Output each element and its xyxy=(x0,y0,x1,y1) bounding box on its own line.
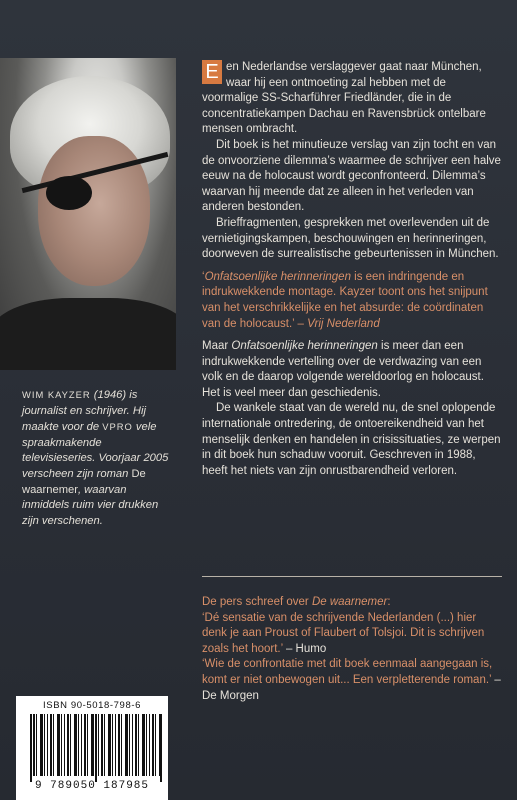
blurb-paragraph-1 xyxy=(202,60,502,138)
press-intro xyxy=(202,595,502,611)
review-quote-source: Vrij Nederland xyxy=(307,317,380,330)
press-intro-text: De pers schreef over xyxy=(202,596,312,608)
author-face xyxy=(38,136,150,286)
press-quote-1 xyxy=(202,611,502,658)
review-quote-text: is een indringende en indrukwekkende montage. Kayzer toont ons het snijpunt van het verschrikkelijke en het absurde: de coördinaten van de holocaust.’ – xyxy=(202,270,488,330)
blurb-paragraph-4-start: Maar xyxy=(202,340,232,353)
barcode-digits: 9 789050 187985 xyxy=(34,780,150,792)
author-photo xyxy=(0,58,176,370)
blurb-paragraph-4-title: Onfatsoenlijke herinneringen xyxy=(231,340,378,353)
press-quote-1-source: – Humo xyxy=(282,642,327,655)
press-quote-2-text: ‘Wie de confrontatie met dit boek eenmaal aangegaan is, komt er niet onbewogen uit... Een verpletterende roman.’ xyxy=(202,658,493,686)
author-coat xyxy=(0,298,176,370)
author-bio xyxy=(22,387,174,529)
isbn-label: ISBN 90-5018-798-6 xyxy=(43,700,141,711)
eyepatch xyxy=(46,176,92,210)
press-quotes xyxy=(202,595,502,704)
barcode-guard-right xyxy=(160,714,162,782)
barcode-guard-center xyxy=(95,714,97,782)
review-quote-title: Onfatsoenlijke herinneringen xyxy=(204,270,351,283)
divider xyxy=(202,576,502,577)
bio-text-2: vele spraakmakende televisieseries. Voorjaar 2005 verscheen zijn roman xyxy=(22,421,169,480)
author-years: (1946) xyxy=(90,389,130,401)
bio-text-1: is journalist en schrijver. Hij maakte voor de xyxy=(22,389,146,434)
barcode-guard-left xyxy=(30,714,32,782)
blurb-paragraph-4-rest: is meer dan een indrukwekkende vertelling over de verdwazing van een volk en de daarop volgende wereldoorlog en holocaust. Het is veel meer dan geschiedenis. xyxy=(202,340,484,399)
press-intro-colon: : xyxy=(387,596,391,608)
author-name: WIM KAYZER xyxy=(22,389,91,400)
bio-text-3: , waarvan inmiddels ruim vier drukken zijn verschenen. xyxy=(22,483,159,527)
drop-cap: E xyxy=(202,60,222,84)
blurb-paragraph-5: De wankele staat van de wereld nu, de snel oplopende internationale ontredering, de ontoereikendheid van het menselijk denken en handelen in crisissituaties, ze werpen in dit boek hun schaduw vooruit. Geschreven in 1988, heeft het niets van zijn onrustbarendheid verloren. xyxy=(202,402,501,477)
blurb-paragraph-3: Brieffragmenten, gesprekken met overlevenden uit de vernietigingskampen, beschouwingen en herinneringen, doorweven de surrealistische gebeurtenissen in München. xyxy=(202,216,499,261)
blurb-paragraph-4 xyxy=(202,339,502,401)
bio-vpro: VPRO xyxy=(102,421,133,433)
blurb-paragraph-1-text: en Nederlandse verslaggever gaat naar München, waar hij een ontmoeting zal hebben met de voormalige SS-Scharführer Friedländer, die in de concentratiekampen Dachau en Ravensbrück ontelbare mensen ombracht. xyxy=(202,61,486,136)
bio-novel-title: De waarnemer xyxy=(22,467,146,496)
press-intro-title: De waarnemer xyxy=(311,596,388,608)
press-quote-2-source: – De Morgen xyxy=(202,673,501,702)
blurb-paragraph-2: Dit boek is het minutieuze verslag van zijn tocht en van de onvoorziene dilemma’s waarmee de schrijver een halve eeuw na de holocaust wordt geconfronteerd. Dilemma’s waarvan hij meende dat ze alleen in het verleden van anderen bestonden. xyxy=(202,138,501,214)
press-quote-1-text: ‘Dé sensatie van de schrijvende Nederlanden (...) hier denk je aan Proust of Flaubert of Tolsjoi. Dit is schrijven zoals het hoort.’ xyxy=(202,611,485,655)
barcode-bars xyxy=(30,714,162,776)
review-quote: ‘Onfatsoenlijke herinneringen is een indringende en indrukwekkende montage. Kayzer toont ons het snijpunt van het verschrikkelijke en het absurde: de coördinaten van de holocaust.’ – Vrij Nederland xyxy=(202,270,488,330)
blurb-column xyxy=(202,60,502,479)
press-quote-2 xyxy=(202,657,502,704)
barcode-box xyxy=(16,696,168,800)
